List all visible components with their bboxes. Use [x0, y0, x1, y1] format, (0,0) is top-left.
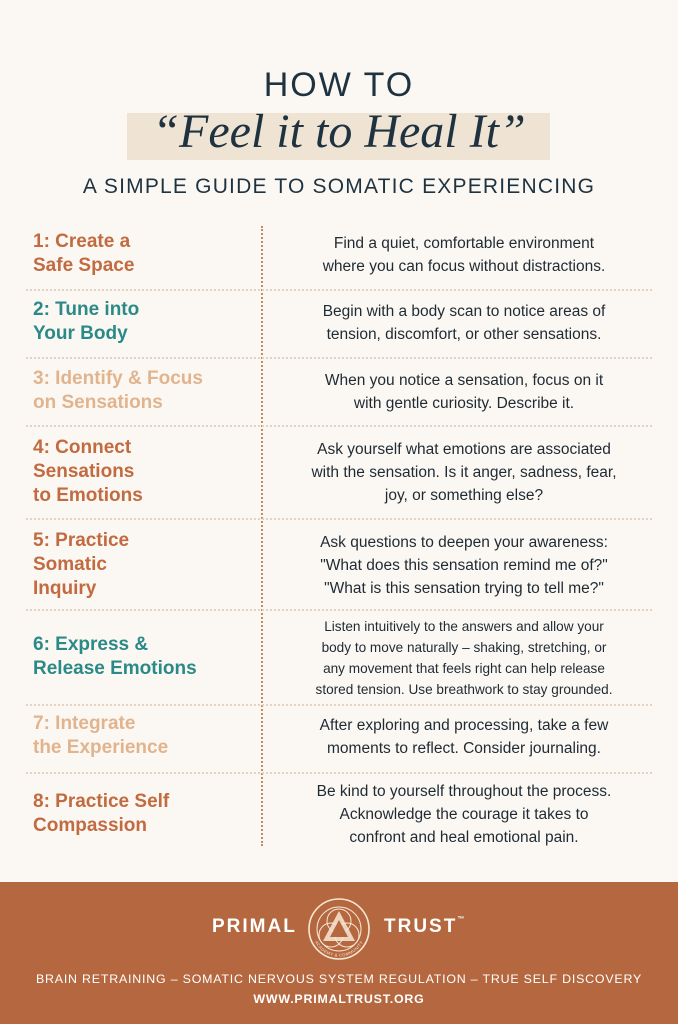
- step-desc-line: When you notice a sensation, focus on it: [324, 372, 604, 389]
- row-separator: [26, 425, 652, 427]
- primal-trust-logo-icon: [303, 893, 375, 965]
- step-description: [274, 300, 654, 346]
- step-title: [33, 790, 253, 838]
- step-title-line: to Emotions: [33, 485, 143, 506]
- step-description: [274, 369, 654, 415]
- brand-trust: [384, 916, 464, 938]
- row-separator: [26, 518, 652, 520]
- footer-tagline: BRAIN RETRAINING – SOMATIC NERVOUS SYSTEM REGULATION – TRUE SELF DISCOVERY: [35, 972, 643, 986]
- step-desc-line: Begin with a body scan to notice areas of: [322, 303, 606, 320]
- brand-primal: PRIMAL: [212, 916, 297, 937]
- step-desc-line: Ask yourself what emotions are associated: [317, 441, 611, 458]
- step-title-line: Your Body: [33, 323, 128, 344]
- step-desc-line: Ask questions to deepen your awareness:: [320, 534, 608, 551]
- step-title-line: Inquiry: [33, 578, 97, 599]
- step-title-line: on Sensations: [33, 392, 163, 413]
- step-desc-line: After exploring and processing, take a few: [319, 717, 609, 734]
- step-title-line: Sensations: [33, 461, 135, 482]
- step-title: [33, 436, 253, 508]
- step-title-line: Safe Space: [33, 255, 135, 276]
- step-title-line: 7: Integrate: [33, 713, 136, 734]
- row-separator: [26, 357, 652, 359]
- subtitle: A SIMPLE GUIDE TO SOMATIC EXPERIENCING: [82, 175, 596, 198]
- step-desc-line: with the sensation. Is it anger, sadness, fear,: [311, 464, 617, 481]
- step-desc-line: where you can focus without distractions.: [322, 258, 606, 275]
- step-desc-line: "What does this sensation remind me of?": [320, 557, 608, 574]
- step-title: [33, 298, 253, 346]
- vertical-divider: [261, 226, 263, 846]
- step-desc-line: confront and heal emotional pain.: [349, 829, 579, 846]
- step-title-line: the Experience: [33, 737, 169, 758]
- row-separator: [26, 609, 652, 611]
- step-title: [33, 367, 253, 415]
- step-desc-line: Find a quiet, comfortable environment: [333, 235, 595, 252]
- row-separator: [26, 772, 652, 774]
- step-title: [33, 712, 253, 760]
- step-title-line: Release Emotions: [33, 658, 197, 679]
- step-desc-line: tension, discomfort, or other sensations.: [326, 326, 602, 343]
- trademark-mark: ™: [457, 916, 465, 923]
- step-title-line: 1: Create a: [33, 231, 131, 252]
- step-title-line: 2: Tune into: [33, 299, 140, 320]
- step-description: [274, 232, 654, 278]
- row-separator: [26, 289, 652, 291]
- footer-url[interactable]: WWW.PRIMALTRUST.ORG: [253, 992, 425, 1006]
- step-desc-line: Listen intuitively to the answers and allow your: [324, 619, 604, 634]
- step-title-line: 6: Express &: [33, 634, 149, 655]
- step-desc-line: any movement that feels right can help release: [323, 661, 605, 676]
- step-title-line: 3: Identify & Focus: [33, 368, 203, 389]
- step-desc-line: body to move naturally – shaking, stretching, or: [321, 640, 607, 655]
- title-feel-it-to-heal-it: “Feel it to Heal It”: [152, 105, 526, 158]
- step-desc-line: joy, or something else?: [384, 487, 544, 504]
- step-description: [274, 438, 654, 507]
- logo-ring-text: ACADEMY & COMMUNITY: [313, 939, 365, 958]
- step-title-line: Somatic: [33, 554, 107, 575]
- step-description: [274, 780, 654, 849]
- brand-trust-text: TRUST: [384, 916, 458, 937]
- step-description: [274, 714, 654, 760]
- step-desc-line: moments to reflect. Consider journaling.: [327, 740, 601, 757]
- step-description: [268, 616, 660, 700]
- step-title-line: Compassion: [33, 815, 148, 836]
- step-title-line: 4: Connect: [33, 437, 132, 458]
- row-separator: [26, 704, 652, 706]
- step-title-line: 8: Practice Self: [33, 791, 170, 812]
- step-description: [274, 531, 654, 600]
- step-title: [33, 230, 253, 278]
- step-title: [33, 529, 253, 601]
- title-how-to: HOW TO: [263, 66, 415, 104]
- step-desc-line: with gentle curiosity. Describe it.: [353, 395, 575, 412]
- step-title: [33, 633, 253, 681]
- step-desc-line: "What is this sensation trying to tell me?": [324, 580, 604, 597]
- step-desc-line: Acknowledge the courage it takes to: [339, 806, 589, 823]
- step-title-line: 5: Practice: [33, 530, 130, 551]
- step-desc-line: Be kind to yourself throughout the process.: [316, 783, 612, 800]
- step-desc-line: stored tension. Use breathwork to stay grounded.: [315, 682, 613, 697]
